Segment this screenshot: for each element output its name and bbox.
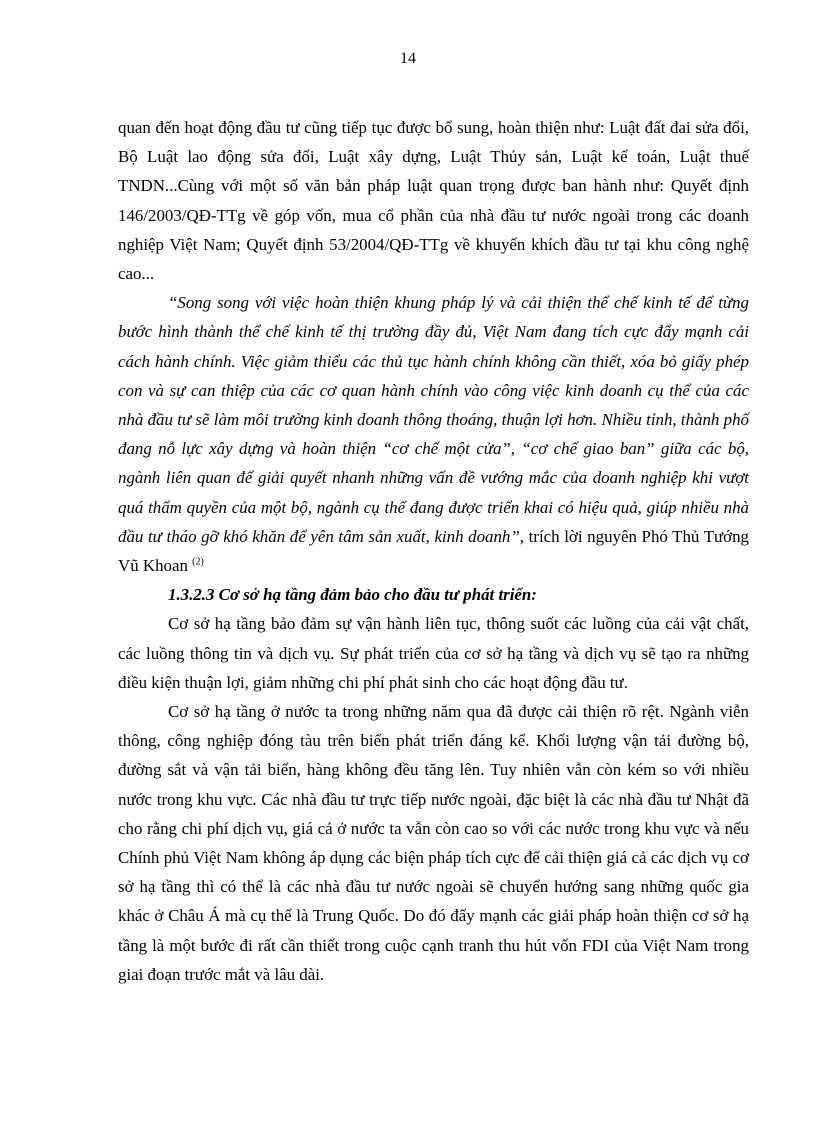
- section-heading: 1.3.2.3 Cơ sở hạ tầng đảm bảo cho đầu tư phát triển:: [168, 585, 537, 605]
- footnote-reference: (2): [192, 556, 204, 568]
- paragraph-infrastructure-intro: Cơ sở hạ tầng bảo đảm sự vận hành liên tục, thông suốt các luồng của cải vật chất, các luồng thông tin và dịch vụ. Sự phát triển của cơ sở hạ tầng và dịch vụ sẽ tạo ra những điều kiện thuận lợi, giảm những chi phí phát sinh cho các hoạt động đầu tư.: [118, 614, 749, 692]
- quotation-text: “Song song với việc hoàn thiện khung pháp lý và cải thiện thể chế kinh tế để từng bước hình thành thể chế kinh tế thị trường đầy đủ, Việt Nam đang tích cực đẩy mạnh cải cách hành chính. Việc giảm thiểu các thủ tục hành chính không cần thiết, xóa bỏ giấy phép con và sự can thiệp của các cơ quan hành chính vào công việc kinh doanh cụ thể của các nhà đầu tư sẽ làm môi trường kinh doanh thông thoáng, thuận lợi hơn. Nhiều tỉnh, thành phố đang nỗ lực xây dựng và hoàn thiện “cơ chế một cửa”, “cơ chế giao ban” giữa các bộ, ngành liên quan để giải quyết nhanh những vấn đề vướng mắc của doanh nghiệp khi vượt quá thẩm quyền của một bộ, ngành cụ thể đang được triển khai có hiệu quả, giúp nhiều nhà đầu tư tháo gỡ khó khăn để yên tâm sản xuất, kinh doanh”: [118, 293, 749, 546]
- page-number: 14: [400, 50, 416, 67]
- quotation-attribution: , trích lời nguyên Phó Thủ Tướng Vũ Khoan: [118, 526, 749, 576]
- paragraph-infrastructure-detail: Cơ sở hạ tầng ở nước ta trong những năm qua đã được cải thiện rõ rệt. Ngành viễn thông, công nghiệp đóng tàu trên biển phát triển đáng kể. Khối lượng vận tải đường bộ, đường sắt và vận tải biển, hàng không đều tăng lên. Tuy nhiên vẫn còn kém so với nhiều nước trong khu vực. Các nhà đầu tư trực tiếp nước ngoài, đặc biệt là các nhà đầu tư Nhật đã cho rằng chi phí dịch vụ, giá cả ở nước ta vẫn còn cao so với các nước trong khu vực và nếu Chính phủ Việt Nam không áp dụng các biện pháp tích cực để cải thiện giá cả các dịch vụ cơ sở hạ tầng thì có thể là các nhà đầu tư nước ngoài sẽ chuyển hướng sang những quốc gia khác ở Châu Á mà cụ thể là Trung Quốc. Do đó đẩy mạnh các giải pháp hoàn thiện cơ sở hạ tầng là một bước đi rất cần thiết trong cuộc cạnh tranh thu hút vốn FDI của Việt Nam trong giai đoạn trước mắt và lâu dài.: [118, 702, 749, 984]
- paragraph-quotation: [118, 288, 749, 580]
- document-body: [118, 113, 749, 989]
- paragraph-legal-framework: quan đến hoạt động đầu tư cũng tiếp tục được bổ sung, hoàn thiện như: Luật đất đai sửa đổi, Bộ Luật lao động sửa đổi, Luật xây dựng, Luật Thủy sản, Luật kế toán, Luật thuế TNDN...Cùng với một số văn bản pháp luật quan trọng được ban hành như: Quyết định 146/2003/QĐ-TTg về góp vốn, mua cổ phần của nhà đầu tư nước ngoài trong các doanh nghiệp Việt Nam; Quyết định 53/2004/QĐ-TTg về khuyến khích đầu tư tại khu công nghệ cao...: [118, 118, 749, 284]
